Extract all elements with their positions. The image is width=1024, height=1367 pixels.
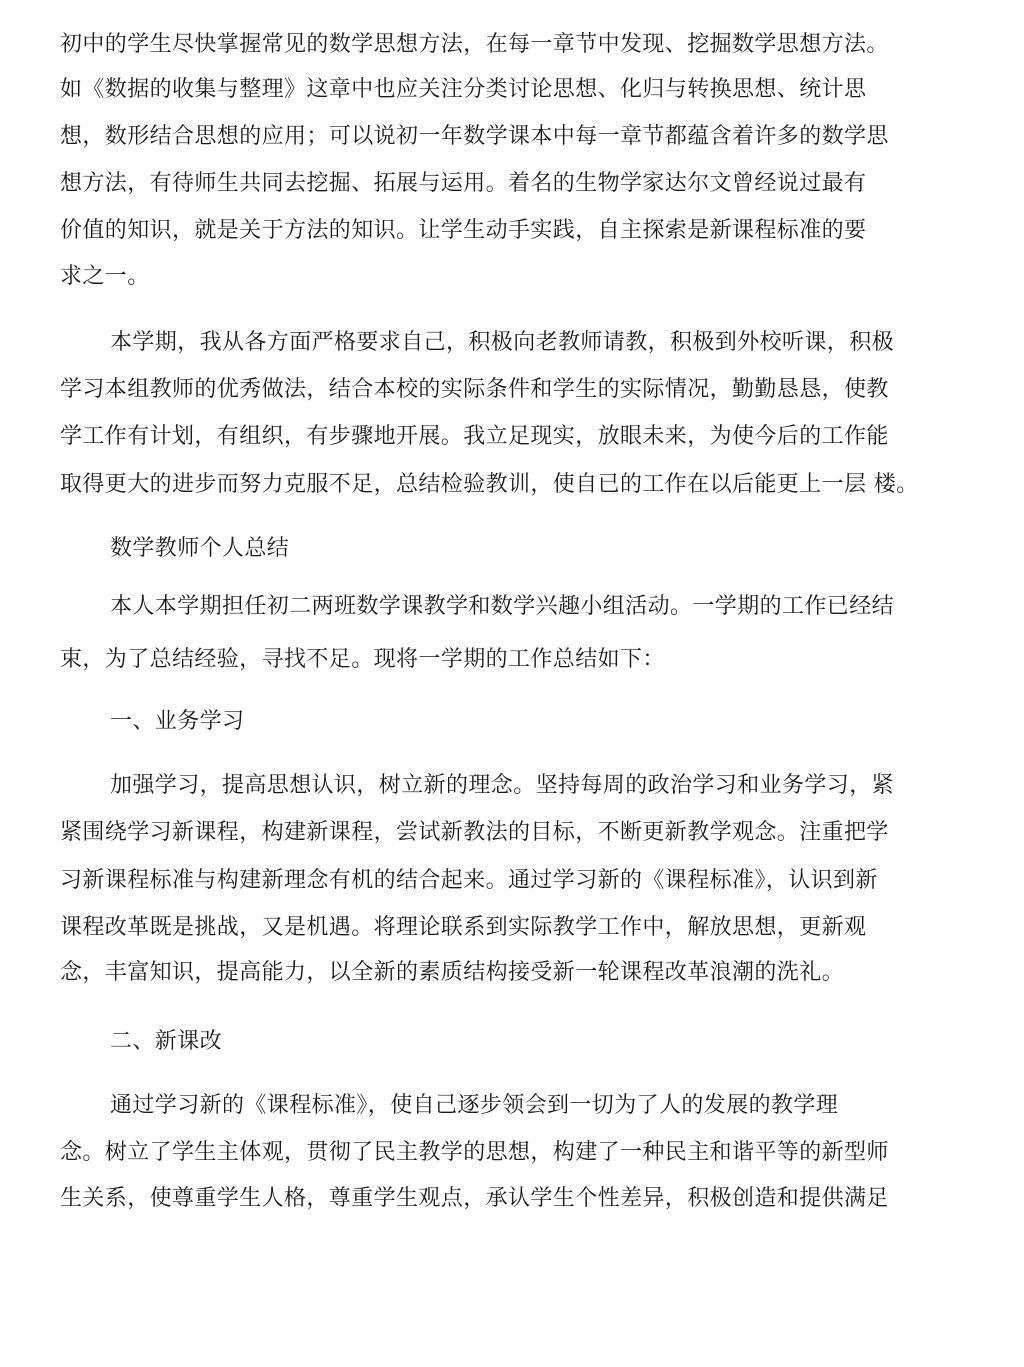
text-line-7: 本学期，我从各方面严格要求自己，积极向老教师请教，积极到外校听课，积极: [110, 330, 895, 355]
text-line-4: 想方法，有待师生共同去挖掘、拓展与运用。着名的生物学家达尔文曾经说过最有: [60, 171, 867, 196]
text-line-17: 习新课程标准与构建新理念有机的结合起来。通过学习新的《课程标准》，认识到新: [60, 868, 878, 893]
text-line-10: 取得更大的进步而努力克服不足，总结检验教训，使自已的工作在以后能更上一层 楼。: [60, 472, 919, 497]
text-line-1: 初中的学生尽快掌握常见的数学思想方法，在每一章节中发现、挖掘数学思想方法。: [60, 32, 889, 57]
text-line-13: 束，为了总结经验，寻找不足。现将一学期的工作总结如下：: [60, 647, 665, 672]
text-line-16: 紧围绕学习新课程，构建新课程，尝试新教法的目标，不断更新教学观念。注重把学: [60, 820, 889, 845]
text-line-15: 加强学习，提高思想认识，树立新的理念。坚持每周的政治学习和业务学习，紧: [110, 773, 895, 798]
text-line-23: 生关系，使尊重学生人格，尊重学生观点，承认学生个性差异，积极创造和提供满足: [60, 1186, 889, 1211]
text-line-18: 课程改革既是挑战，又是机遇。将理论联系到实际教学工作中，解放思想，更新观: [60, 915, 867, 940]
text-line-3: 想，数形结合思想的应用；可以说初一年数学课本中每一章节都蕴含着许多的数学思: [60, 124, 889, 149]
section-heading-summary: 数学教师个人总结: [110, 536, 290, 561]
text-line-22: 念。树立了学生主体观，贯彻了民主教学的思想，构建了一种民主和谐平等的新型师: [60, 1140, 889, 1165]
text-line-12: 本人本学期担任初二两班数学课教学和数学兴趣小组活动。一学期的工作已经结: [110, 594, 895, 619]
text-line-19: 念，丰富知识，提高能力，以全新的素质结构接受新一轮课程改革浪潮的洗礼。: [60, 960, 845, 985]
text-line-21: 通过学习新的《课程标准》，使自己逐步领会到一切为了人的发展的教学理: [110, 1093, 839, 1118]
text-line-5: 价值的知识，就是关于方法的知识。让学生动手实践，自主探索是新课程标准的要: [60, 218, 867, 243]
section-heading-study: 一、业务学习: [110, 709, 245, 734]
section-heading-reform: 二、新课改: [110, 1029, 223, 1054]
text-line-8: 学习本组教师的优秀做法，结合本校的实际条件和学生的实际情况，勤勤恳恳，使教: [60, 377, 889, 402]
text-line-9: 学工作有计划，有组织，有步骤地开展。我立足现实，放眼未来，为使今后的工作能: [60, 424, 889, 449]
text-line-2: 如《数据的收集与整理》这章中也应关注分类讨论思想、化归与转换思想、统计思: [60, 77, 867, 102]
text-line-6: 求之一。: [60, 264, 150, 289]
